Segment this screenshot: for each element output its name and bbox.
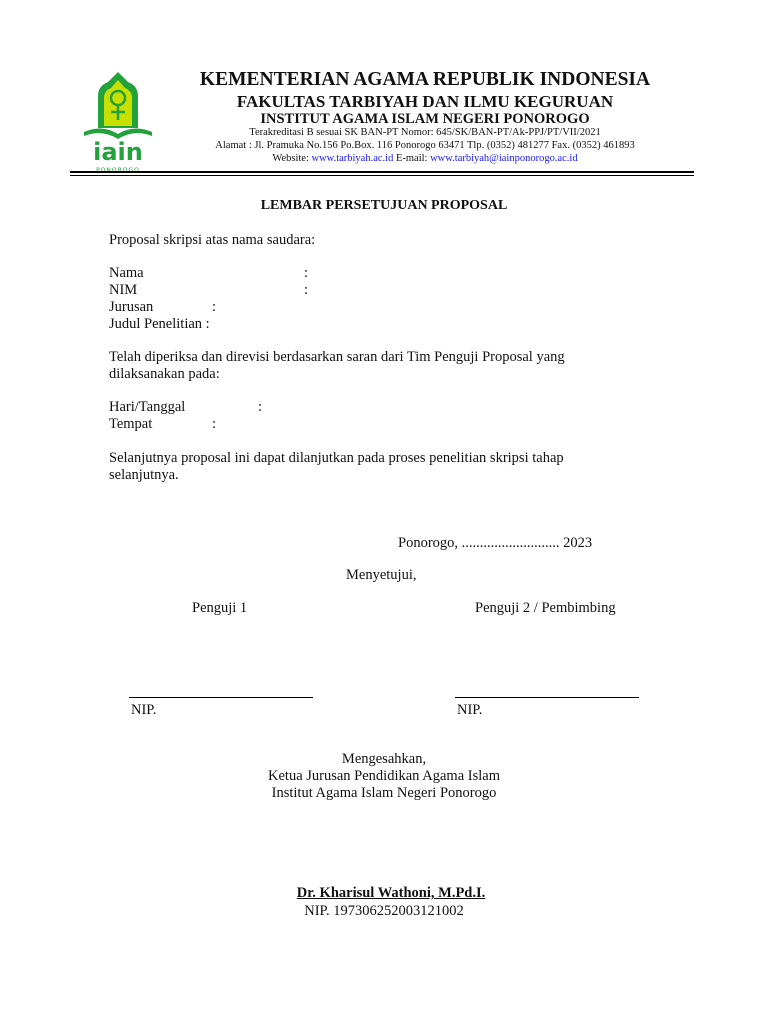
logo-text: iain (93, 138, 143, 166)
review-text-line1: Telah diperiksa dan direvisi berdasarkan saran dari Tim Penguji Proposal yang (109, 349, 565, 365)
field-nama-label: Nama (109, 265, 144, 281)
address-line: Alamat : Jl. Pramuka No.156 Po.Box. 116 Ponorogo 63471 Tlp. (0352) 481277 Fax. (0352) 461893 (215, 140, 635, 151)
continue-text-line2: selanjutnya. (109, 467, 179, 483)
document-title: LEMBAR PERSETUJUAN PROPOSAL (260, 198, 508, 213)
examiner2-nip: NIP. (457, 702, 483, 718)
head-nip: NIP. 197306252003121002 (304, 903, 464, 919)
field-jurusan-separator: : (212, 299, 217, 315)
review-text-line2: dilaksanakan pada: (109, 366, 220, 382)
approve-label: Menyetujui, (346, 567, 417, 583)
continue-text-line1: Selanjutnya proposal ini dapat dilanjutkan pada proses penelitian skripsi tahap (109, 450, 564, 466)
email-link[interactable]: www.tarbiyah@iainponorogo.ac.id (430, 153, 578, 164)
head-institute: Institut Agama Islam Negeri Ponorogo (271, 785, 497, 801)
schedule-place-separator: : (212, 416, 217, 432)
email-label: E-mail: (395, 153, 428, 164)
examiner2-signature-line (455, 697, 639, 698)
accreditation-line: Terakreditasi B sesuai SK BAN-PT Nomor: 645/SK/BAN-PT/Ak-PPJ/PT/VII/2021 (249, 127, 601, 138)
ratify-label: Mengesahkan, (341, 751, 427, 767)
iain-logo-icon (78, 68, 158, 178)
examiner2-label: Penguji 2 / Pembimbing (475, 600, 616, 616)
schedule-date-label: Hari/Tanggal (109, 399, 186, 415)
place-date: Ponorogo, ........................... 2023 (398, 535, 593, 551)
intro-text: Proposal skripsi atas nama saudara: (109, 232, 316, 248)
header-rule-thick (70, 171, 694, 173)
institute-heading: INSTITUT AGAMA ISLAM NEGERI PONOROGO (260, 111, 590, 127)
schedule-place-label: Tempat (109, 416, 153, 432)
contact-line (185, 153, 665, 164)
examiner1-label: Penguji 1 (192, 600, 248, 616)
schedule-date-separator: : (258, 399, 263, 415)
faculty-heading: FAKULTAS TARBIYAH DAN ILMU KEGURUAN (236, 92, 614, 111)
field-jurusan-label: Jurusan (109, 299, 154, 315)
field-nim-separator: : (304, 282, 309, 298)
header-rule-thin (70, 175, 694, 176)
examiner1-nip: NIP. (131, 702, 157, 718)
logo-subtext: PONOROGO (96, 167, 140, 174)
website-link[interactable]: www.tarbiyah.ac.id (311, 153, 394, 164)
ministry-heading: KEMENTERIAN AGAMA REPUBLIK INDONESIA (199, 69, 651, 90)
head-name: Dr. Kharisul Wathoni, M.Pd.I. (296, 885, 486, 901)
examiner1-signature-line (129, 697, 313, 698)
field-judul-label: Judul Penelitian : (109, 316, 210, 332)
website-label: Website: (272, 153, 309, 164)
head-title: Ketua Jurusan Pendidikan Agama Islam (268, 768, 500, 784)
field-nim-label: NIM (109, 282, 138, 298)
field-nama-separator: : (304, 265, 309, 281)
